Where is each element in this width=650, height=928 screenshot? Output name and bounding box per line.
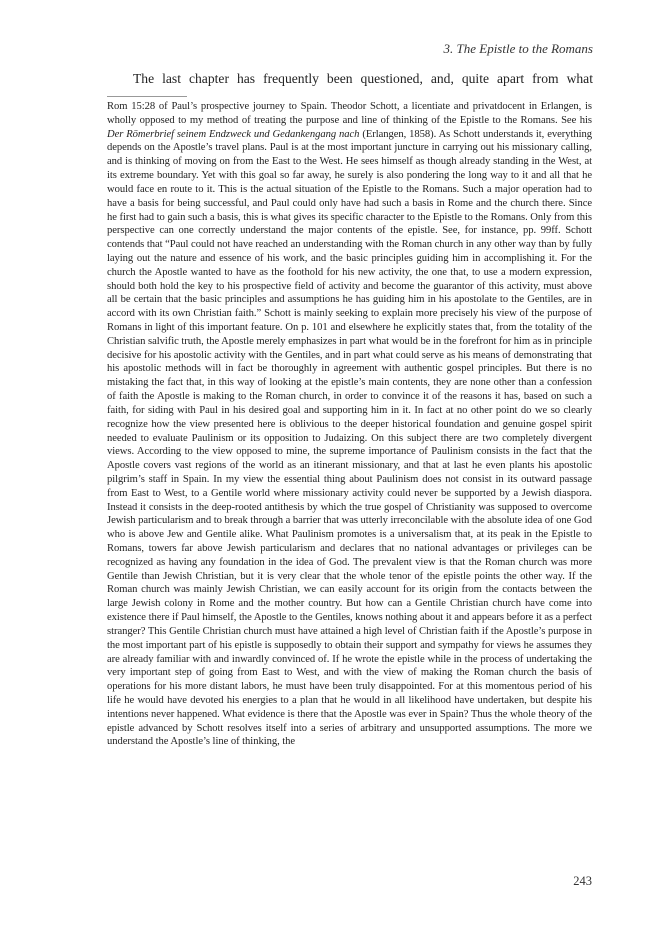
footnote-text-part1: Rom 15:28 of Paul’s prospective journey to Spain. Theodor Schott, a licentiate and privatdocent in Erlangen, is wholly opposed to my method of treating the purpose and line of thinking of the Epistle to the Romans. See his — [107, 101, 592, 126]
page-number: 243 — [573, 874, 592, 888]
footnote-separator — [107, 96, 187, 97]
footnote-book-title: Der Römerbrief seinem Endzweck und Gedankengang nach — [107, 128, 360, 140]
body-text: The last chapter has frequently been questioned, and, quite apart from what — [133, 71, 593, 86]
footnote-paragraph — [107, 100, 592, 749]
footnote — [107, 100, 592, 749]
running-head: 3. The Epistle to the Romans — [443, 41, 593, 56]
footnote-text-part2: (Erlangen, 1858). As Schott understands it, everything depends on the Apostle’s travel plans. Paul is at the most important juncture in carrying out his missionary calling, and is thinking of moving on from the East to the West. He sees himself as though already standing in the West, at its extreme boundary. Yet with this goal so far away, he surely is also pondering the long way to it and all that he would face en route to it. This is the actual situation of the Epistle to the Romans. Such a major operation had to have a basis for being successful, and Paul could only have had such a basis in Rome and the church there. Since he first had to gain such a basis, this is what gives its specific character to the Epistle to the Romans. Only from this perspective can one correctly understand the major contents of the epistle. See, for instance, pp. 99ff. Schott contends that “Paul could not have reached an understanding with the Roman church in any other way than by fully laying out the nature and essence of his work, and the basic principles guiding him in accomplishing it. For the church the Apostle wanted to have as the foothold for his new activity, the one that, to use a modern expression, should both hold the key to his prospective field of activity and become the guarantor of this activity, must above all be certain that the basic principles and assumptions he has guiding him in his apostolate to the Gentiles, are in accord with its own Christian faith.” Schott is mainly seeking to explain more precisely his view of the purpose of Romans in light of this important feature. On p. 101 and elsewhere he explicitly states that, from the totality of the Christian salvific truth, the Apostle merely emphasizes in part what would be in the forefront for him as in principle decisive for his apostolic activity with the Gentiles, and in part what could serve as his means of demonstrating that his apostolic methods will in fact be thoroughly in agreement with authentic gospel principles. But there is no mistaking the fact that, in this way of looking at the epistle’s main contents, they are none other than a confession of faith the Apostle is making to the Roman church, in order to convince it of the reasons it has, based on such a faith, for siding with Paul in his desired goal and supporting him in it. In fact at no other point do we so clearly recognize how the view presented here is oblivious to the deeper historical foundation and genuine gospel spirit needed to evaluate Paulinism or its opposition to Judaizing. On this subject there are two completely divergent views. According to the view opposed to mine, the supreme importance of Paulinism consists in the fact that the Apostle covers vast regions of the world as an itinerant missionary, and that at last he even plants his apostolic pilgrim’s staff in Spain. In my view the essential thing about Paulinism does not consist in its outward passage from East to West, to a Gentile world where missionary activity could never be supported by a Jewish diaspora. Instead it consists in the deep-rooted antithesis by which the true gospel of Christianity was supposed to overcome Jewish particularism and to break through a barrier that was utterly irreconcilable with the absolute idea of one God who is above Jew and Gentile alike. What Paulinism promotes is a universalism that, at its peak in the Epistle to Romans, towers far above Jewish particularism and declares that no national advantages or privileges can be recognized as having any foundation in the idea of God. The prevalent view is that the Roman church was more Gentile than Jewish Christian, but it is very clear that the whole tenor of the epistle points the other way. If the Roman church was mainly Jewish Christian, we can easily account for its origin from the contacts between the large Jewish colony in Rome and the mother country. But how can a Gentile Christian church have come into existence there if Paul himself, the Apostle to the Gentiles, knows nothing about it and appears before it as a perfect stranger? This Gentile Christian church must have attained a high level of Christian faith if the Apostle’s purpose in the most important part of his epistle is supposedly to obtain their support and sympathy for views he assumes they are already familiar with and inwardly convinced of. If he wrote the epistle while in the process of undertaking the very important step of going from East to West, and with the view of making the Roman church the basis of operations for his more distant labors, he must have been truly disappointed. For at this momentous period of his life he would have devoted his energies to a plan that he would in all likelihood have undertaken, but despite his intentions never happened. What evidence is there that the Apostle was ever in Spain? Thus the whole theory of the epistle advanced by Schott resolves itself into a series of arbitrary and unsupported assumptions. The more we understand the Apostle’s line of thinking, the — [107, 128, 592, 748]
